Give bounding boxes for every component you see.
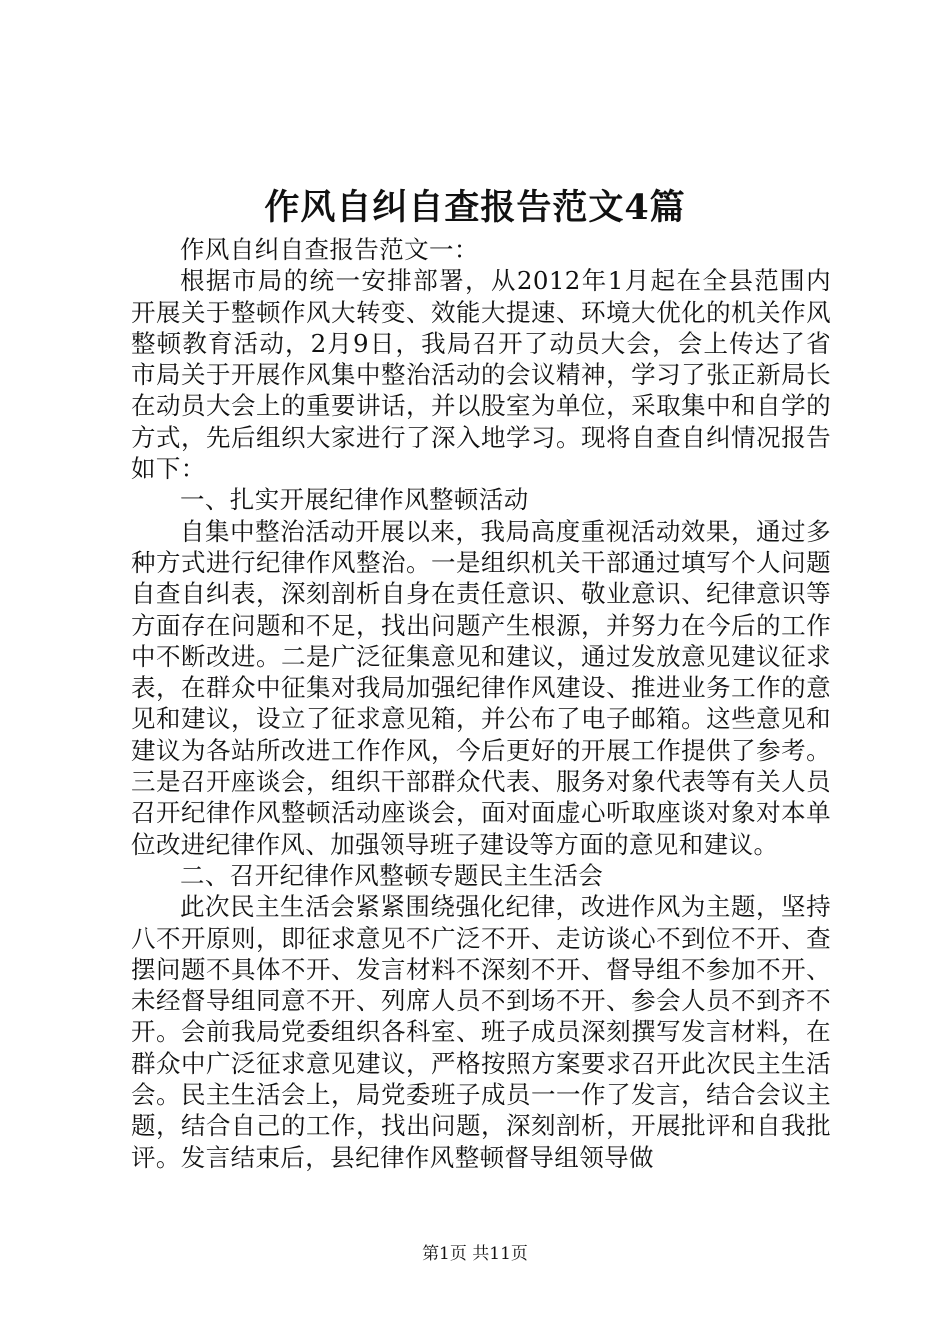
page-number: 第1页	[422, 1244, 467, 1264]
section-heading-1: 一、扎实开展纪律作风整顿活动	[180, 485, 529, 515]
paragraph-subtitle: 作风自纠自查报告范文一：	[180, 235, 479, 264]
paragraph-intro: 根据市局的统一安排部署，从2012年1月起在全县范围内开展关于整顿作风大转变、效能大提速、环境大优化的机关作风整顿教育活动，2月9日，我局召开了动员大会，会上传达了省市局关于开展作风集中整治活动的会议精神，学习了张正新局长在动员大会上的重要讲话，并以股室为单位，采取集中和自学的方式，先后组织大家进行了深入地学习。现将自查自纠情况报告如下：	[131, 266, 831, 484]
paragraph-section-1: 自集中整治活动开展以来，我局高度重视活动效果，通过多种方式进行纪律作风整治。一是组织机关干部通过填写个人问题自查自纠表，深刻剖析自身在责任意识、敬业意识、纪律意识等方面存在问题和不足，找出问题产生根源，并努力在今后的工作中不断改进。二是广泛征集意见和建议，通过发放意见建议征求表，在群众中征集对我局加强纪律作风建设、推进业务工作的意见和建议，设立了征求意见箱，并公布了电子邮箱。这些意见和建议为各站所改进工作作风，今后更好的开展工作提供了参考。三是召开座谈会，组织干部群众代表、服务对象代表等有关人员召开纪律作风整顿活动座谈会，面对面虚心听取座谈对象对本单位改进纪律作风、加强领导班子建设等方面的意见和建议。	[131, 516, 831, 859]
page-footer	[0, 1242, 950, 1266]
paragraph-section-2: 此次民主生活会紧紧围绕强化纪律，改进作风为主题，坚持八不开原则，即征求意见不广泛不开、走访谈心不到位不开、查摆问题不具体不开、发言材料不深刻不开、督导组不参加不开、未经督导组同意不开、列席人员不到场不开、参会人员不到齐不开。会前我局党委组织各科室、班子成员深刻撰写发言材料，在群众中广泛征求意见建议，严格按照方案要求召开此次民主生活会。民主生活会上，局党委班子成员一一作了发言，结合会议主题，结合自己的工作，找出问题，深刻剖析，开展批评和自我批评。发言结束后，县纪律作风整顿督导组领导做	[131, 892, 831, 1172]
section-heading-2: 二、召开纪律作风整顿专题民主生活会	[180, 860, 604, 890]
total-pages: 共11页	[472, 1244, 528, 1264]
document-title: 作风自纠自查报告范文4篇	[264, 187, 686, 228]
document-body	[131, 234, 831, 1173]
